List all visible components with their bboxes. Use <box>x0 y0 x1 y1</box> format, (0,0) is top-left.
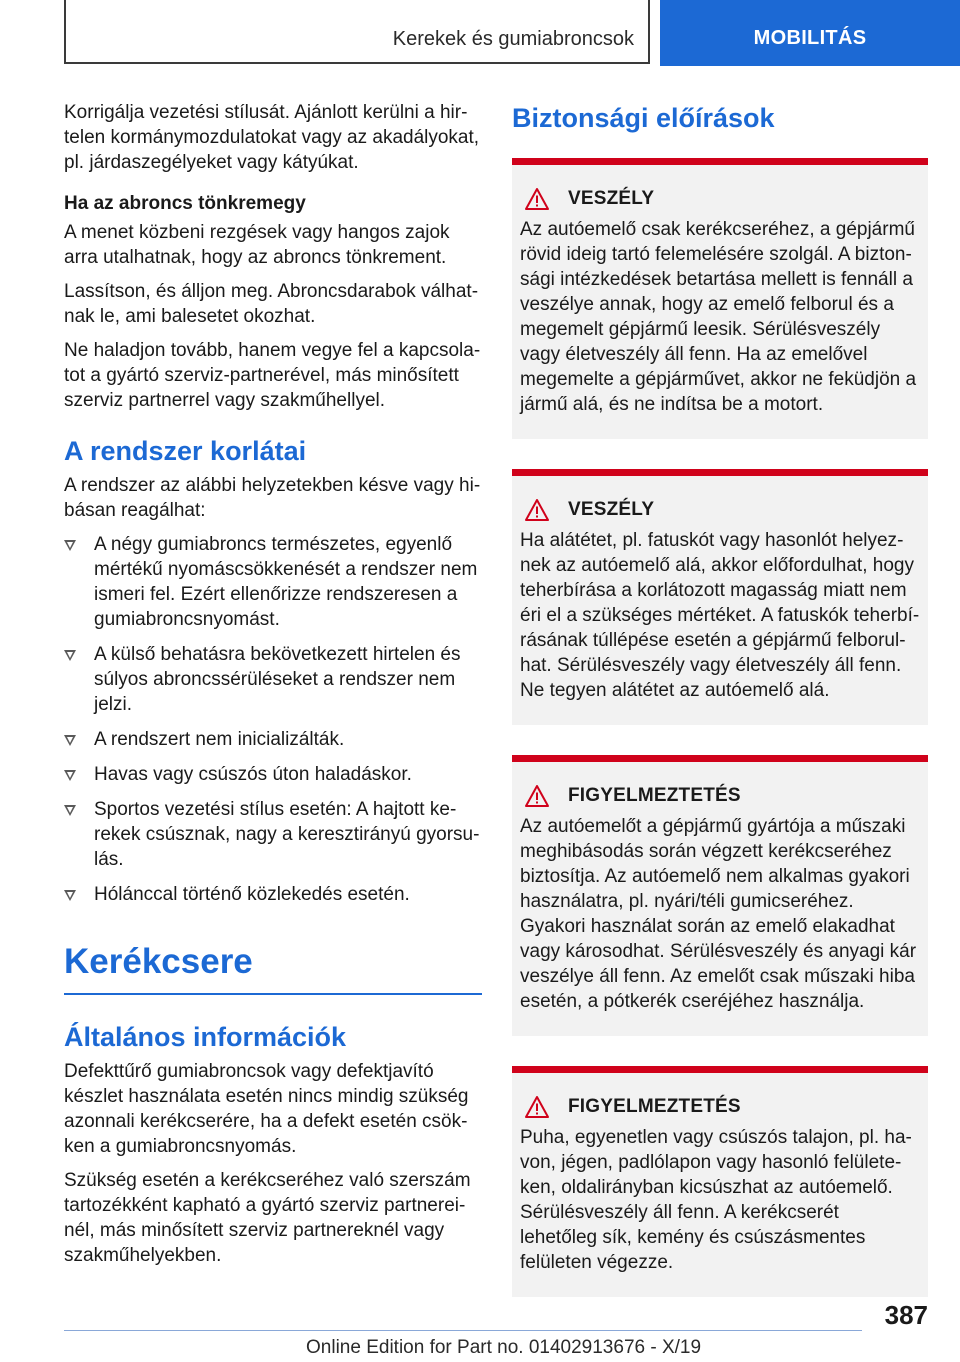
system-limits-list <box>64 532 482 907</box>
list-item <box>64 727 482 752</box>
warning-body: Az autóemelő csak kerékcseréhez, a gépjármű rövid ideig tartó felemelésére szolgál. A biztonsági intézkedések betartása mellett is fennáll a veszélye annak, hogy az emelő felborul és a megemelt gépjármű leesik. Sérülésveszély vagy életveszély áll fenn. Ha az emelővel megemelte a gépjárművet, akkor ne feküdjön a jármű alá, és ne indítsa be a motort. <box>520 219 917 415</box>
general-info-paragraph-1: Defekttűrő gumiabroncsok vagy defektjavító készlet használata esetén nincs mindig szükség azonnali kerékcserére, ha a defekt esetén csökken a gumiabroncsnyomás. <box>64 1061 469 1157</box>
list-item-text: Havas vagy csúszós úton haladáskor. <box>94 764 412 785</box>
edition-text: Online Edition for Part no. 01402913676 - X/19 <box>306 1337 702 1358</box>
warning-triangle-icon <box>524 784 550 808</box>
tire-failure-paragraph-1: A menet közbeni rezgések vagy hangos zajok arra utalhatnak, hogy az abroncs tönkrement. <box>64 222 450 268</box>
footer-divider <box>64 1330 862 1331</box>
list-item-text: A négy gumiabroncs természetes, egyenlő mértékű nyomáscsökkenését a rendszer nem ismeri fel. Ezért ellenőrizze rendszeresen a gumiabroncsnyomást. <box>94 534 478 630</box>
list-item-text: A rendszert nem inicializálták. <box>94 729 345 750</box>
main-heading-wheel-change: Kerékcsere <box>64 941 482 995</box>
warning-header <box>524 1095 920 1119</box>
chapter-tab-label: MOBILITÁS <box>753 27 867 49</box>
warning-header <box>524 187 920 211</box>
warning-header <box>524 784 920 808</box>
triangle-bullet-icon <box>64 805 76 816</box>
list-item <box>64 882 482 907</box>
section-title: Kerekek és gumiabroncsok <box>392 28 634 50</box>
warning-triangle-icon <box>524 498 550 522</box>
list-item-text: Hólánccal történő közlekedés esetén. <box>94 884 410 905</box>
warning-box-danger-1 <box>512 158 928 439</box>
triangle-bullet-icon <box>64 890 76 901</box>
general-info-paragraph-2: Szükség esetén a kerékcseréhez való szerszám tartozékként kapható a gyártó szerviz partnereinél, más minősített szerviz partnereknél vagy szakműhelyekben. <box>64 1170 471 1266</box>
warning-box-danger-2 <box>512 469 928 725</box>
page-number: 387 <box>884 1300 928 1330</box>
page-header <box>0 0 960 66</box>
warning-title: VESZÉLY <box>568 499 655 520</box>
triangle-bullet-icon <box>64 770 76 781</box>
list-item <box>64 797 482 872</box>
subheading-tire-failure: Ha az abroncs tönkremegy <box>64 193 306 214</box>
warning-body: Ha alátétet, pl. fatuskót vagy hasonlót helyeznek az autóemelő alá, akkor előfordulhat, hogy teherbírása a korlátozott magasság miatt nem éri el a szükséges mértéket. A fatuskók teherbírásának túllépése esetén a gépjármű felborulhat. Sérülésveszély vagy életveszély áll fenn. Ne tegyen alátétet az autóemelő alá. <box>520 530 920 701</box>
warning-triangle-icon <box>524 1095 550 1119</box>
warning-box-caution-1 <box>512 755 928 1036</box>
system-limits-intro: A rendszer az alábbi helyzetekben késve vagy hibásan reagálhat: <box>64 475 481 521</box>
left-column <box>64 100 482 1277</box>
warning-title: FIGYELMEZTETÉS <box>568 1096 741 1117</box>
warning-title: VESZÉLY <box>568 188 655 209</box>
intro-paragraph: Korrigálja vezetési stílusát. Ajánlott kerülni a hirtelen kormánymozdulatokat vagy az akadályokat, pl. járdaszegélyeket vagy kátyúkat. <box>64 102 480 173</box>
general-info-heading: Általános információk <box>64 1022 347 1052</box>
warning-header <box>524 498 920 522</box>
triangle-bullet-icon <box>64 650 76 661</box>
warning-box-caution-2 <box>512 1066 928 1297</box>
right-column <box>512 100 928 1327</box>
safety-heading: Biztonsági előírások <box>512 103 775 133</box>
system-limits-heading: A rendszer korlátai <box>64 436 307 466</box>
warning-title: FIGYELMEZTETÉS <box>568 785 741 806</box>
warning-body: Puha, egyenetlen vagy csúszós talajon, pl. havon, jégen, padlólapon vagy hasonló felületeken, oldalirányban kicsúszhat az autóemelő. Sérülésveszély áll fenn. A kerékcserét lehetőleg sík, kemény és csúszásmentes felületen végezze. <box>520 1127 912 1273</box>
list-item <box>64 642 482 717</box>
list-item <box>64 532 482 632</box>
triangle-bullet-icon <box>64 735 76 746</box>
chapter-tab[interactable] <box>660 0 960 66</box>
triangle-bullet-icon <box>64 540 76 551</box>
warning-body: Az autóemelőt a gépjármű gyártója a műszaki meghibásodás során végzett kerékcseréhez biztosítja. Az autóemelő nem alkalmas gyakori használatra, pl. nyári/téli gumicseréhez. Gyakori használat során az emelő elakadhat vagy károsodhat. Sérülésveszély és anyagi kár veszélye áll fenn. Az emelőt csak műszaki hiba esetén, a pótkerék cseréjéhez használja. <box>520 816 917 1012</box>
tire-failure-paragraph-2: Lassítson, és álljon meg. Abroncsdarabok válhatnak le, ami balesetet okozhat. <box>64 281 479 327</box>
list-item-text: A külső behatásra bekövetkezett hirtelen és súlyos abroncssérüléseket a rendszer nem jelzi. <box>94 644 461 715</box>
section-title-box <box>64 0 650 64</box>
warning-triangle-icon <box>524 187 550 211</box>
list-item-text: Sportos vezetési stílus esetén: A hajtott kerekek csúsznak, nagy a keresztirányú gyorsulás. <box>94 799 480 870</box>
tire-failure-paragraph-3: Ne haladjon tovább, hanem vegye fel a kapcsolatot a gyártó szerviz-partnerével, más minősített szerviz partnerrel vagy szakműhellyel. <box>64 340 481 411</box>
list-item <box>64 762 482 787</box>
